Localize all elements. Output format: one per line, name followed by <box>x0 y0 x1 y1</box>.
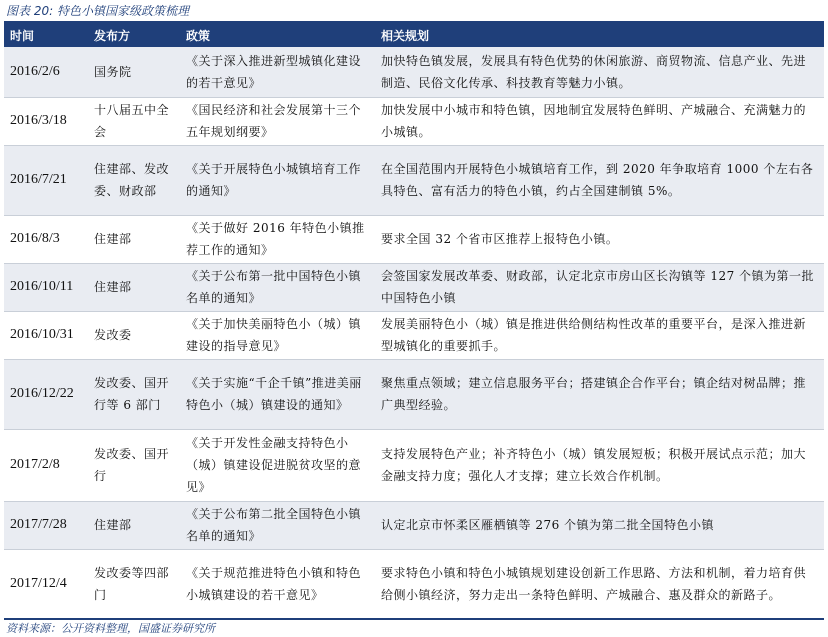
cell-publisher: 住建部 <box>88 215 180 263</box>
cell-time: 2017/12/4 <box>4 549 88 619</box>
table-header-row <box>4 23 824 47</box>
cell-policy: 《国民经济和社会发展第十三个五年规划纲要》 <box>180 97 375 145</box>
cell-time: 2016/12/22 <box>4 359 88 429</box>
cell-plan: 发展美丽特色小（城）镇是推进供给侧结构性改革的重要平台，是深入推进新型城镇化的重要抓手。 <box>375 311 824 359</box>
table-row <box>4 429 824 501</box>
caption-label: 图表 20: <box>6 4 54 18</box>
cell-plan: 要求全国 32 个省市区推荐上报特色小镇。 <box>375 215 824 263</box>
table-row <box>4 549 824 619</box>
cell-plan: 会签国家发展改革委、财政部，认定北京市房山区长沟镇等 127 个镇为第一批中国特色小镇 <box>375 263 824 311</box>
table-row <box>4 311 824 359</box>
cell-publisher: 发改委 <box>88 311 180 359</box>
table-row <box>4 359 824 429</box>
cell-policy: 《关于实施“千企千镇”推进美丽特色小（城）镇建设的通知》 <box>180 359 375 429</box>
cell-time: 2016/2/6 <box>4 47 88 97</box>
cell-plan: 聚焦重点领域；建立信息服务平台；搭建镇企合作平台；镇企结对树品牌；推广典型经验。 <box>375 359 824 429</box>
table-row <box>4 145 824 215</box>
header-policy: 政策 <box>180 23 375 47</box>
cell-publisher: 住建部 <box>88 501 180 549</box>
table-row <box>4 97 824 145</box>
cell-publisher: 住建部、发改委、财政部 <box>88 145 180 215</box>
cell-policy: 《关于公布第二批全国特色小镇名单的通知》 <box>180 501 375 549</box>
header-time: 时间 <box>4 23 88 47</box>
policy-table <box>4 23 824 620</box>
cell-time: 2016/10/11 <box>4 263 88 311</box>
cell-plan: 加快发展中小城市和特色镇，因地制宜发展特色鲜明、产城融合、充满魅力的小城镇。 <box>375 97 824 145</box>
header-publisher: 发布方 <box>88 23 180 47</box>
cell-policy: 《关于公布第一批中国特色小镇名单的通知》 <box>180 263 375 311</box>
table-row <box>4 215 824 263</box>
cell-policy: 《关于做好 2016 年特色小镇推荐工作的通知》 <box>180 215 375 263</box>
cell-publisher: 国务院 <box>88 47 180 97</box>
cell-policy: 《关于规范推进特色小镇和特色小城镇建设的若干意见》 <box>180 549 375 619</box>
cell-policy: 《关于加快美丽特色小（城）镇建设的指导意见》 <box>180 311 375 359</box>
cell-policy: 《关于开展特色小城镇培育工作的通知》 <box>180 145 375 215</box>
cell-time: 2016/8/3 <box>4 215 88 263</box>
cell-policy: 《关于开发性金融支持特色小（城）镇建设促进脱贫攻坚的意见》 <box>180 429 375 501</box>
cell-publisher: 住建部 <box>88 263 180 311</box>
caption-title: 特色小镇国家级政策梳理 <box>56 4 189 18</box>
cell-plan: 支持发展特色产业；补齐特色小（城）镇发展短板；积极开展试点示范；加大金融支持力度；强化人才支撑；建立长效合作机制。 <box>375 429 824 501</box>
cell-time: 2016/3/18 <box>4 97 88 145</box>
cell-publisher: 十八届五中全会 <box>88 97 180 145</box>
cell-plan: 加快特色镇发展，发展具有特色优势的休闲旅游、商贸物流、信息产业、先进制造、民俗文化传承、科技教育等魅力小镇。 <box>375 47 824 97</box>
cell-policy: 《关于深入推进新型城镇化建设的若干意见》 <box>180 47 375 97</box>
cell-time: 2016/7/21 <box>4 145 88 215</box>
table-row <box>4 263 824 311</box>
cell-publisher: 发改委、国开行等 6 部门 <box>88 359 180 429</box>
cell-time: 2016/10/31 <box>4 311 88 359</box>
cell-plan: 认定北京市怀柔区雁栖镇等 276 个镇为第二批全国特色小镇 <box>375 501 824 549</box>
cell-time: 2017/2/8 <box>4 429 88 501</box>
cell-plan: 要求特色小镇和特色小城镇规划建设创新工作思路、方法和机制，着力培育供给侧小镇经济，努力走出一条特色鲜明、产城融合、惠及群众的新路子。 <box>375 549 824 619</box>
table-row <box>4 47 824 97</box>
cell-plan: 在全国范围内开展特色小城镇培育工作，到 2020 年争取培育 1000 个左右各具特色、富有活力的特色小镇，约占全国建制镇 5%。 <box>375 145 824 215</box>
cell-publisher: 发改委等四部门 <box>88 549 180 619</box>
cell-time: 2017/7/28 <box>4 501 88 549</box>
table-row <box>4 501 824 549</box>
source-note: 资料来源：公开资料整理，国盛证券研究所 <box>6 622 215 635</box>
cell-publisher: 发改委、国开行 <box>88 429 180 501</box>
figure-caption <box>6 1 189 21</box>
header-plan: 相关规划 <box>375 23 824 47</box>
